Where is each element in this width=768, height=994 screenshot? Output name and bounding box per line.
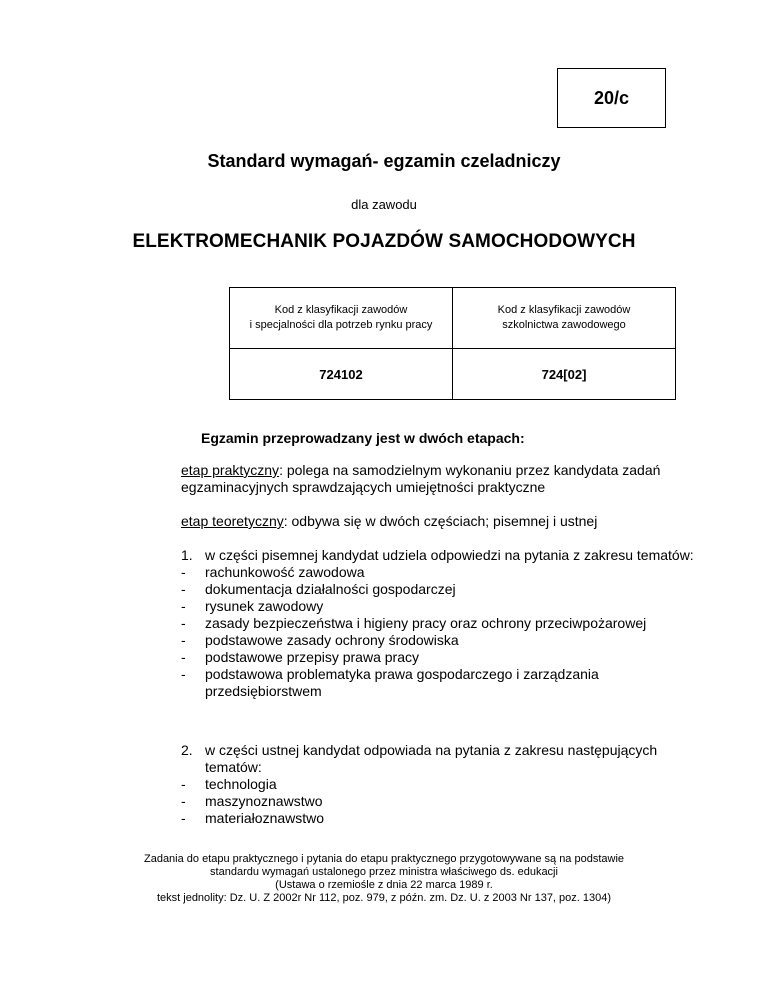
written-part-intro: 1. w części pisemnej kandydat udziela odpowiedzi na pytania z zakresu tematów: [181, 547, 694, 563]
classification-codes-table [229, 287, 676, 400]
practical-stage-term: etap praktyczny [181, 462, 280, 478]
document-code-box [557, 68, 666, 128]
table-value-row [230, 349, 676, 400]
footer-line: tekst jednolity: Dz. U. Z 2002r Nr 112, poz. 979, z późn. zm. Dz. U. z 2003 Nr 137, poz. 1304) [156, 892, 612, 904]
list-item: - podstawowe zasady ochrony środowiska [181, 632, 459, 648]
value-cell-market-code: 724102 [230, 349, 453, 400]
list-item: - technologia [181, 776, 277, 792]
list-item: - zasady bezpieczeństwa i higieny pracy oraz ochrony przeciwpożarowej [181, 615, 647, 631]
list-item: - podstawowa problematyka prawa gospodarczego i zarządzania przedsiębiorstwem [181, 666, 599, 699]
practical-stage-text: : polega na samodzielnym wykonaniu przez kandydata zadań egzaminacyjnych sprawdzających umiejętności praktyczne [181, 462, 661, 495]
practical-stage-paragraph [181, 462, 711, 496]
list-item: - rysunek zawodowy [181, 598, 324, 614]
list-number: 2. [181, 742, 193, 758]
footer-line: standardu wymagań ustalonego przez ministra właściwego ds. edukacji [210, 866, 558, 878]
value-cell-school-code: 724[02] [453, 349, 676, 400]
footer-line: (Ustawa o rzemiośle z dnia 22 marca 1989 r. [275, 879, 493, 891]
header-cell-school-code: Kod z klasyfikacji zawodów szkolnictwa zawodowego [453, 288, 676, 349]
legal-footer [0, 853, 768, 905]
list-item: - dokumentacja działalności gospodarczej [181, 581, 456, 597]
document-subtitle: dla zawodu [351, 197, 417, 212]
written-part-list [181, 547, 701, 700]
table-header-row [230, 288, 676, 349]
list-item: - maszynoznawstwo [181, 793, 323, 809]
document-code: 20/c [593, 87, 630, 108]
theoretical-stage-paragraph [181, 513, 711, 530]
document-title: Standard wymagań- egzamin czeladniczy [207, 151, 561, 171]
list-item: - podstawowe przepisy prawa pracy [181, 649, 419, 665]
header-cell-market-code: Kod z klasyfikacji zawodów i specjalności dla potrzeb rynku pracy [230, 288, 453, 349]
footer-line: Zadania do etapu praktycznego i pytania do etapu praktycznego przygotowywane są na podstawie [143, 853, 625, 865]
oral-part-intro: 2. w części ustnej kandydat odpowiada na pytania z zakresu następujących tematów: [181, 742, 658, 775]
exam-stages-heading: Egzamin przeprowadzany jest w dwóch etapach: [201, 430, 525, 446]
theoretical-stage-term: etap teoretyczny [181, 513, 284, 529]
oral-part-list [181, 742, 701, 827]
profession-name: ELEKTROMECHANIK POJAZDÓW SAMOCHODOWYCH [132, 231, 636, 252]
list-item: - materiałoznawstwo [181, 810, 325, 826]
list-number: 1. [181, 547, 193, 563]
list-item: - rachunkowość zawodowa [181, 564, 365, 580]
theoretical-stage-text: : odbywa się w dwóch częściach; pisemnej i ustnej [283, 513, 598, 529]
